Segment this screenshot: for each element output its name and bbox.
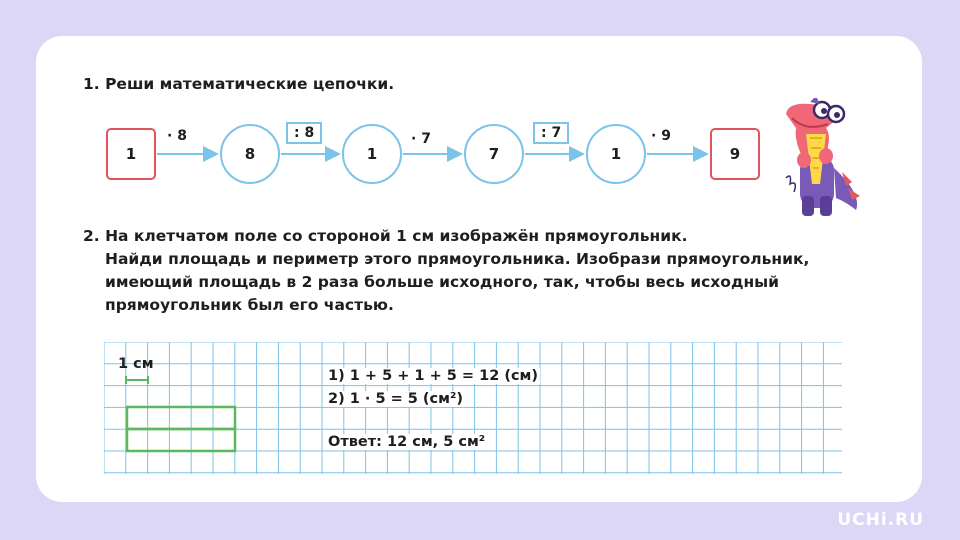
original-rectangle <box>127 407 235 429</box>
chain-node-4: 7 <box>464 124 524 184</box>
uchi-logo: UCHi.RU <box>837 510 924 530</box>
squared-grid <box>104 342 842 474</box>
task2-line-4: прямоугольник был его частью. <box>105 296 394 314</box>
operation-2-answer: : 8 <box>286 122 322 144</box>
unit-label: 1 см <box>118 356 154 372</box>
chain-node-2: 8 <box>220 124 280 184</box>
solution-perimeter: 1) 1 + 5 + 1 + 5 = 12 (см) <box>328 368 539 384</box>
chain-node-3: 1 <box>342 124 402 184</box>
task2-line-2: Найди площадь и периметр этого прямоугольника. Изобрази прямоугольник, <box>105 250 810 268</box>
added-rectangle <box>127 429 235 451</box>
answer-text: Ответ: 12 см, 5 см² <box>328 434 486 450</box>
operation-4-answer: : 7 <box>533 122 569 144</box>
operation-3: · 7 <box>411 131 431 147</box>
dragon-mascot-icon <box>776 98 872 220</box>
chain-end-node: 9 <box>710 128 760 180</box>
chain-start-node: 1 <box>106 128 156 180</box>
task2-line-1: 2. На клетчатом поле со стороной 1 см изображён прямоугольник. <box>83 227 688 245</box>
operation-1: · 8 <box>167 128 187 144</box>
solution-area: 2) 1 · 5 = 5 (см²) <box>328 391 463 407</box>
operation-5: · 9 <box>651 128 671 144</box>
task2-line-3: имеющий площадь в 2 раза больше исходного, так, чтобы весь исходный <box>105 273 780 291</box>
task1-title: 1. Реши математические цепочки. <box>83 75 395 93</box>
chain-node-5: 1 <box>586 124 646 184</box>
unit-marker <box>126 376 148 384</box>
